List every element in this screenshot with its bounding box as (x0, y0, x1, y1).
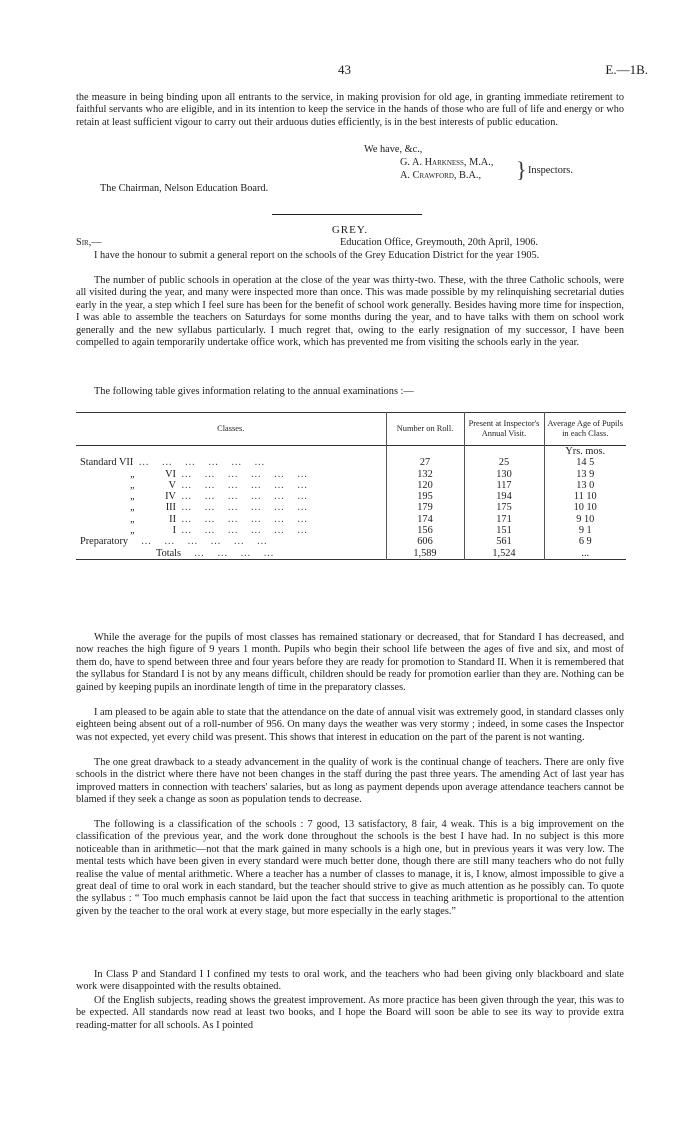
body-paragraph: While the average for the pupils of most classes has remained stationary or decreased, that for Standard I has decreased, and now reaches the high figure of 9 years 1 month. Pupils who begin their school life between the ages of five and six, and most of them do, have to spend between three and four years before they are ready for promotion to Standard II. When it is remembered that the syllabus for Standard I is not by any means difficult, children should be ready for promotion earlier than they are. Nothing can be gained by keeping pupils an inordinate length of time in the preparatory classes. (76, 632, 624, 693)
age-cell: 6 9 (544, 536, 626, 547)
dot-leader: … … … … … … (176, 502, 308, 514)
class-numeral: I (172, 525, 176, 537)
totals-row (76, 548, 626, 560)
class-numeral: II (169, 513, 176, 525)
roll-cell: 27 (386, 457, 464, 468)
dot-leader: … … … … … … (176, 525, 308, 537)
signature-brace: } (516, 157, 527, 182)
signatory-role: Inspectors. (528, 165, 573, 176)
totals-label: Totals (156, 547, 182, 559)
total-present: 1,524 (464, 548, 544, 560)
class-numeral: VII (119, 457, 134, 469)
table-row (76, 480, 626, 491)
present-cell: 117 (464, 480, 544, 491)
body-paragraph: Of the English subjects, reading shows the greatest improvement. As more practice has been given through the year, this was to be expected. All standards now read at least two books, and I hope the Board will soon be able to see its way to provide extra reading-matter for all schools. As I pointed (76, 995, 624, 1031)
column-header-age: Average Age of Pupils in each Class. (544, 413, 626, 446)
dot-leader: … … … … (181, 547, 274, 559)
column-header-roll: Number on Roll. (386, 413, 464, 446)
present-cell: 130 (464, 469, 544, 480)
roll-cell: 120 (386, 480, 464, 491)
body-paragraph: I am pleased to be again able to state that the attendance on the date of annual visit was extremely good, in standard classes only eighteen being absent out of a roll-number of 956. On many days the weather was very stormy ; indeed, in some cases the Inspector was not expected, yet every child was present. This shows that interest in education on the part of the parent is not wanting. (76, 707, 624, 743)
column-header-classes: Classes. (217, 424, 245, 433)
present-cell: 175 (464, 502, 544, 513)
total-roll: 1,589 (386, 548, 464, 560)
section-title: GREY. (331, 224, 369, 236)
dot-leader: … … … … … … (176, 491, 308, 503)
present-cell: 561 (464, 536, 544, 547)
salutation: Sir,— (76, 237, 102, 248)
table-row (76, 469, 626, 480)
age-cell: 14 5 (544, 457, 626, 468)
signatory-name: G. A. Harkness, M.A., (400, 157, 494, 168)
age-cell: 9 10 (544, 514, 626, 525)
dot-leader: … … … … … … (133, 457, 265, 469)
page-header (0, 62, 700, 78)
age-units-label: Yrs. mos. (544, 446, 626, 458)
ditto-mark: „ (130, 525, 136, 537)
opening-paragraph: the measure in being binding upon all entrants to the service, in making provision for old age, in granting immediate retirement to faithful servants who are eligible, and in its intention to keep the service in the hands of those who are full of life and energy or who retain at least sufficient vigour to carry out their arduous duties efficiently, is in the best interests of public education. (76, 92, 624, 128)
ditto-mark: „ (130, 502, 136, 514)
present-cell: 151 (464, 525, 544, 536)
letter-paragraph: The following table gives information relating to the annual examinations :— (94, 386, 414, 397)
body-paragraph: The one great drawback to a steady advancement in the quality of work is the continual change of teachers. There are only five schools in the district where there have not been changes in the staff during the past three years. The amending Act of last year has improved matters in connection with teachers' salaries, but as long as payment depends upon average attendance teachers cannot be blamed if they seek a change as soon as population tends to decrease. (76, 757, 624, 806)
table-row (76, 502, 626, 513)
age-cell: 13 9 (544, 469, 626, 480)
table-row (76, 536, 626, 547)
addressee: The Chairman, Nelson Education Board. (100, 183, 269, 194)
dot-leader: … … … … … … (128, 536, 268, 548)
dateline: Education Office, Greymouth, 20th April, 1906. (340, 237, 538, 248)
table-row (76, 514, 626, 525)
class-numeral: IV (165, 491, 176, 503)
age-cell: 13 0 (544, 480, 626, 491)
total-age: ... (544, 548, 626, 560)
class-prefix: Standard (80, 457, 117, 469)
class-numeral: III (165, 502, 176, 514)
document-reference: E.—1B. (605, 62, 648, 77)
ditto-mark: „ (130, 479, 136, 491)
age-cell: 11 10 (544, 491, 626, 502)
dot-leader: … … … … … … (176, 479, 308, 491)
page-number: 43 (338, 62, 351, 77)
letter-paragraph: I have the honour to submit a general report on the schools of the Grey Education District for the year 1905. (94, 250, 540, 261)
roll-cell: 179 (386, 502, 464, 513)
letter-paragraph: The number of public schools in operation at the close of the year was thirty-two. These, with the three Catholic schools, were all visited during the year, and many were inspected more than once. This was made possible by my relinquishing secretarial duties early in the year, a step which I feel sure has been for the benefit of school work generally. Besides having more time for inspection, I was able to assemble the teachers on Saturdays for some months during the year, and to have talks with them on school work generally and the new syllabus particularly. I much regret that, owing to the early resignation of my successor, I have been compelled to again temporarily undertake office work, which has prevented me from visiting the schools early in the year. (76, 275, 624, 349)
signature-greeting: We have, &c., (364, 144, 423, 155)
ditto-mark: „ (130, 491, 136, 503)
signatory-name: A. Crawford, B.A., (400, 170, 482, 181)
dot-leader: … … … … … … (176, 513, 308, 525)
roll-cell: 156 (386, 525, 464, 536)
table-row (76, 491, 626, 502)
examination-table (76, 412, 626, 560)
table-row (76, 525, 626, 536)
roll-cell: 174 (386, 514, 464, 525)
dot-leader: … … … … … … (176, 468, 308, 480)
ditto-mark: „ (130, 513, 136, 525)
class-prefix: Preparatory (80, 536, 129, 548)
body-paragraph: The following is a classification of the schools : 7 good, 13 satisfactory, 8 fair, 4 weak. This is a big improvement on the classification of the previous year, and the work done throughout the schools is the best I have had. In no subject is this more noticeable than in arithmetic—not that the mark gained in many schools is a high one, but in previous years it was very low. The mental tests which have been given in every standard were much better done, though there are still many teachers who do not fully realise the value of mental arithmetic. Where a teacher has a number of classes to manage, it is, I know, almost impossible to give a great deal of time to oral work in each standard, but the teacher should strive to give as much attention as he possibly can. To quote the syllabus : “ Too much emphasis cannot be laid upon the fact that success in teaching arithmetic is proportional to the attention given by the teacher to the oral work at every stage, but more especially in the early stages.” (76, 819, 624, 917)
class-numeral: VI (165, 468, 176, 480)
section-divider (272, 214, 422, 215)
body-paragraph: In Class P and Standard I I confined my tests to oral work, and the teachers who had been giving only blackboard and slate work were disappointed with the results obtained. (76, 969, 624, 993)
age-cell: 9 1 (544, 525, 626, 536)
column-header-present: Present at Inspector's Annual Visit. (464, 413, 544, 446)
age-cell: 10 10 (544, 502, 626, 513)
present-cell: 171 (464, 514, 544, 525)
roll-cell: 606 (386, 536, 464, 547)
present-cell: 25 (464, 457, 544, 468)
present-cell: 194 (464, 491, 544, 502)
ditto-mark: „ (130, 468, 136, 480)
class-numeral: V (168, 479, 176, 491)
table-row (76, 457, 626, 468)
roll-cell: 195 (386, 491, 464, 502)
roll-cell: 132 (386, 469, 464, 480)
